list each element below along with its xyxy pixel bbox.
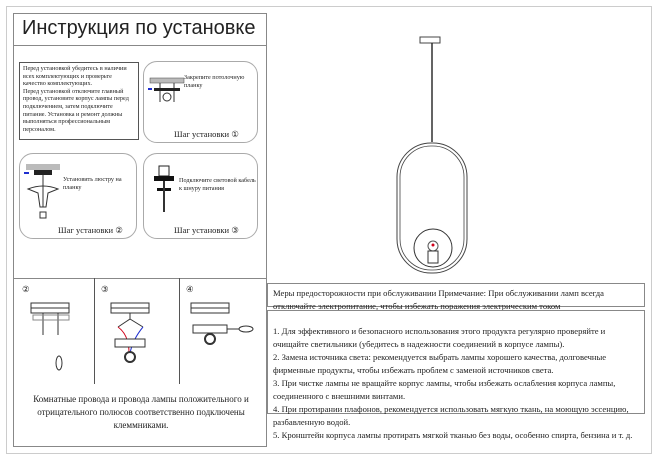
step-3-label: Шаг установки ③: [174, 225, 239, 235]
pendant-lamp-illustration: [380, 20, 500, 280]
wiring-panel-3-number: ③: [101, 284, 109, 294]
page-title: Инструкция по установке: [13, 13, 267, 46]
precautions-box: [267, 283, 645, 311]
step-1-label: Шаг установки ①: [174, 129, 239, 139]
step-2-label: Шаг установки ②: [58, 225, 123, 235]
cable-connect-illustration: [154, 164, 174, 214]
wiring-panel-4-number: ④: [186, 284, 194, 294]
step-1-text: Закрепите потолочную планку: [184, 74, 245, 89]
maintenance-item: 5. Кронштейн корпуса лампы протирать мягкой тканью без воды, особенно спирта, бензина и т. д.: [273, 430, 633, 440]
maintenance-item: 2. Замена источника света: рекомендуется выбрать лампы хорошего качества, долговечные фирменные продукты, чтобы избежать проблем с заменой источников света.: [273, 352, 607, 375]
step-3-text: Подключите световой кабель к шнуру питания: [179, 177, 256, 192]
wiring-illustrations: [13, 295, 267, 375]
wiring-caption: Комнатные провода и провода лампы положительного и отрицательного полюсов соответственно подключены клеммниками.: [33, 394, 249, 430]
chandelier-mount-illustration: [24, 159, 68, 219]
maintenance-item: 1. Для эффективного и безопасного использования этого продукта регулярно проверяйте и очищайте светильники (убедитесь в надежности соединений в корпусе лампы).: [273, 326, 606, 349]
brick-wall-icon: [31, 303, 69, 313]
maintenance-box: [267, 310, 645, 440]
step-3-card: [143, 153, 258, 239]
ceiling-plate-illustration: [148, 70, 188, 110]
intro-text: Перед установкой убедитесь в наличии всех комплектующих и проверьте качество комплектующих. Перед установкой отключите главный провод, установите корпус лампы перед подключением, затем подключите питание. Установка и ремонт должны выполняться профессиональным персоналом.: [19, 62, 139, 140]
maintenance-item: 4. При протирании плафонов, рекомендуется использовать мягкую ткань, на моющую эссенцию, разбавленную водой.: [273, 404, 629, 427]
step-2-text: Установить люстру на планку: [63, 176, 122, 191]
step-2-card: [19, 153, 137, 239]
maintenance-item: 3. При чистке лампы не вращайте корпус лампы, чтобы избежать ослабления корпуса лампы, соединенного с внешними винтами.: [273, 378, 616, 401]
wiring-panel-2-number: ②: [22, 284, 30, 294]
precautions-text: Меры предосторожности при обслуживании Примечание: При обслуживании ламп всегда отключайте электропитание, чтобы избежать поражения электрическим током: [273, 288, 604, 311]
step-1-card: [143, 61, 258, 143]
